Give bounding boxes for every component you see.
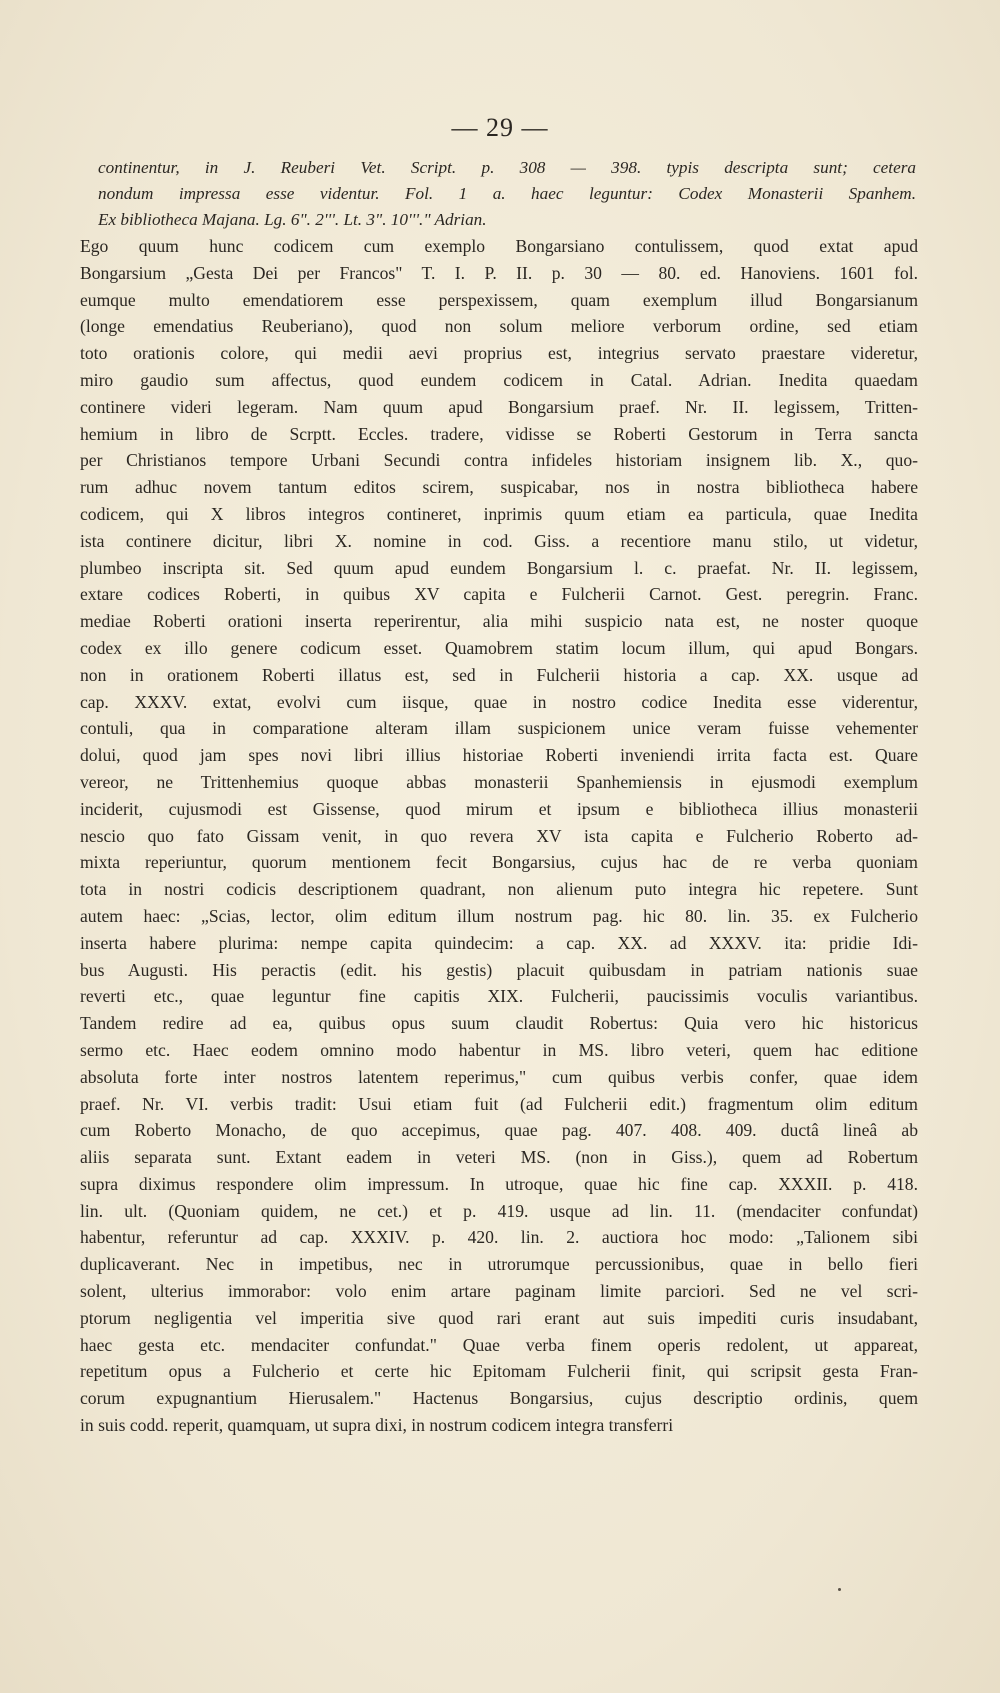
text-line: plumbeo inscripta sit. Sed quum apud eundem Bongarsium l. c. praefat. Nr. II. legissem, (80, 557, 918, 578)
text-line: miro gaudio sum affectus, quod eundem codicem in Catal. Adrian. Inedita quaedam (80, 369, 918, 390)
text-line: codex ex illo genere codicum esset. Quamobrem statim locum illum, qui apud Bongars. (80, 637, 918, 658)
text-line: habentur, referuntur ad cap. XXXIV. p. 420. lin. 2. auctiora hoc modo: „Talionem sibi (80, 1227, 918, 1248)
intro-note (98, 155, 916, 233)
text-line: autem haec: „Scias, lector, olim editum illum nostrum pag. hic 80. lin. 35. ex Fulcherio (80, 905, 918, 926)
text-line: lin. ult. (Quoniam quidem, ne cet.) et p. 419. usque ad lin. 11. (mendaciter confundat) (80, 1200, 918, 1221)
ink-speck (838, 1588, 841, 1591)
text-line: sermo etc. Haec eodem omnino modo habentur in MS. libro veteri, quem hac editione (80, 1039, 918, 1060)
text-line: in suis codd. reperit, quamquam, ut supra dixi, in nostrum codicem integra transferri (80, 1415, 674, 1436)
text-line: Ex bibliotheca Majana. Lg. 6". 2'''. Lt. 3". 10'''." Adrian. (98, 210, 487, 229)
text-line: rum adhuc novem tantum editos scirem, suspicabar, nos in nostra bibliotheca habere (80, 477, 918, 498)
main-text (80, 233, 918, 1439)
text-line: corum expugnantium Hierusalem." Hactenus Bongarsius, cujus descriptio ordinis, quem (80, 1388, 918, 1409)
text-line: Bongarsium „Gesta Dei per Francos" T. I. P. II. p. 30 — 80. ed. Hanoviens. 1601 fol. (80, 262, 918, 283)
text-line: reverti etc., quae leguntur fine capitis XIX. Fulcherii, paucissimis voculis variantibus. (80, 986, 918, 1007)
text-line: cap. XXXV. extat, evolvi cum iisque, quae in nostro codice Inedita esse viderentur, (80, 691, 918, 712)
text-line: cum Roberto Monacho, de quo accepimus, quae pag. 407. 408. 409. ductâ lineâ ab (80, 1120, 918, 1141)
text-line: nescio quo fato Gissam venit, in quo revera XV ista capita e Fulcherio Roberto ad- (80, 825, 918, 846)
text-line: eumque multo emendatiorem esse perspexissem, quam exemplum illud Bongarsianum (80, 289, 918, 310)
text-line: non in orationem Roberti illatus est, sed in Fulcherii historia a cap. XX. usque ad (80, 664, 918, 685)
text-line: mediae Roberti orationi inserta reperirentur, alia mihi suspicio nata est, ne noster quoque (80, 611, 918, 632)
text-line: tota in nostri codicis descriptionem quadrant, non alienum puto integra hic repetere. Sunt (80, 879, 918, 900)
text-line: Tandem redire ad ea, quibus opus suum claudit Robertus: Quia vero hic historicus (80, 1013, 918, 1034)
text-line: Ego quum hunc codicem cum exemplo Bongarsiano contulissem, quod extat apud (80, 236, 918, 256)
text-line: contuli, qua in comparatione alteram illam suspicionem unice veram fuisse vehementer (80, 718, 918, 739)
text-line: repetitum opus a Fulcherio et certe hic Epitomam Fulcherii finit, qui scripsit gesta Fran- (80, 1361, 918, 1382)
text-line: mixta reperiuntur, quorum mentionem fecit Bongarsius, cujus hac de re verba quoniam (80, 852, 918, 873)
text-line: nondum impressa esse videntur. Fol. 1 a. haec leguntur: Codex Monasterii Spanhem. (98, 184, 916, 203)
text-line: haec gesta etc. mendaciter confundat." Quae verba finem operis redolent, ut appareat, (80, 1334, 918, 1355)
text-line: solent, ulterius immorabor: volo enim artare paginam limite parciori. Sed ne vel scri- (80, 1281, 918, 1302)
text-line: codicem, qui X libros integros contineret, inprimis quum etiam ea particula, quae Inedita (80, 503, 918, 524)
text-line: toto orationis colore, qui medii aevi proprius est, integrius servato praestare videretur, (80, 343, 918, 364)
text-line: continentur, in J. Reuberi Vet. Script. p. 308 — 398. typis descripta sunt; cetera (98, 158, 916, 177)
text-line: absoluta forte inter nostros latentem reperimus," cum quibus verbis confer, quae idem (80, 1066, 918, 1087)
text-line: praef. Nr. VI. verbis tradit: Usui etiam fuit (ad Fulcherii edit.) fragmentum olim editum (80, 1093, 918, 1114)
text-line: dolui, quod jam spes novi libri illius historiae Roberti inveniendi irrita facta est. Quare (80, 745, 918, 766)
text-line: continere videri legeram. Nam quum apud Bongarsium praef. Nr. II. legissem, Tritten- (80, 396, 918, 417)
text-line: ptorum negligentia vel imperitia sive quod rari erant aut suis impediti curis insudabant, (80, 1307, 918, 1328)
text-line: ista continere dicitur, libri X. nomine in cod. Giss. a recentiore manu stilo, ut videtur, (80, 530, 918, 551)
text-line: bus Augusti. His peractis (edit. his gestis) placuit quibusdam in patriam nationis suae (80, 959, 918, 980)
text-line: inserta habere plurima: nempe capita quindecim: a cap. XX. ad XXXV. ita: pridie Idi- (80, 932, 918, 953)
text-line: inciderit, cujusmodi est Gissense, quod mirum et ipsum e bibliotheca illius monasterii (80, 798, 918, 819)
text-line: aliis separata sunt. Extant eadem in veteri MS. (non in Giss.), quem ad Robertum (80, 1147, 918, 1168)
text-line: duplicaverant. Nec in impetibus, nec in utrorumque percussionibus, quae in bello fieri (80, 1254, 918, 1275)
text-line: (longe emendatius Reuberiano), quod non solum meliore verborum ordine, sed etiam (80, 316, 918, 337)
page-number: — 29 — (451, 113, 549, 142)
text-line: per Christianos tempore Urbani Secundi contra infideles historiam insignem lib. X., quo- (80, 450, 918, 471)
text-line: supra diximus respondere olim impressum. In utroque, quae hic fine cap. XXXII. p. 418. (80, 1173, 918, 1194)
text-line: hemium in libro de Scrptt. Eccles. tradere, vidisse se Roberti Gestorum in Terra sancta (80, 423, 918, 444)
text-line: extare codices Roberti, in quibus XV capita e Fulcherii Carnot. Gest. peregrin. Franc. (80, 584, 918, 605)
text-line: vereor, ne Trittenhemius quoque abbas monasterii Spanhemiensis in ejusmodi exemplum (80, 771, 918, 792)
